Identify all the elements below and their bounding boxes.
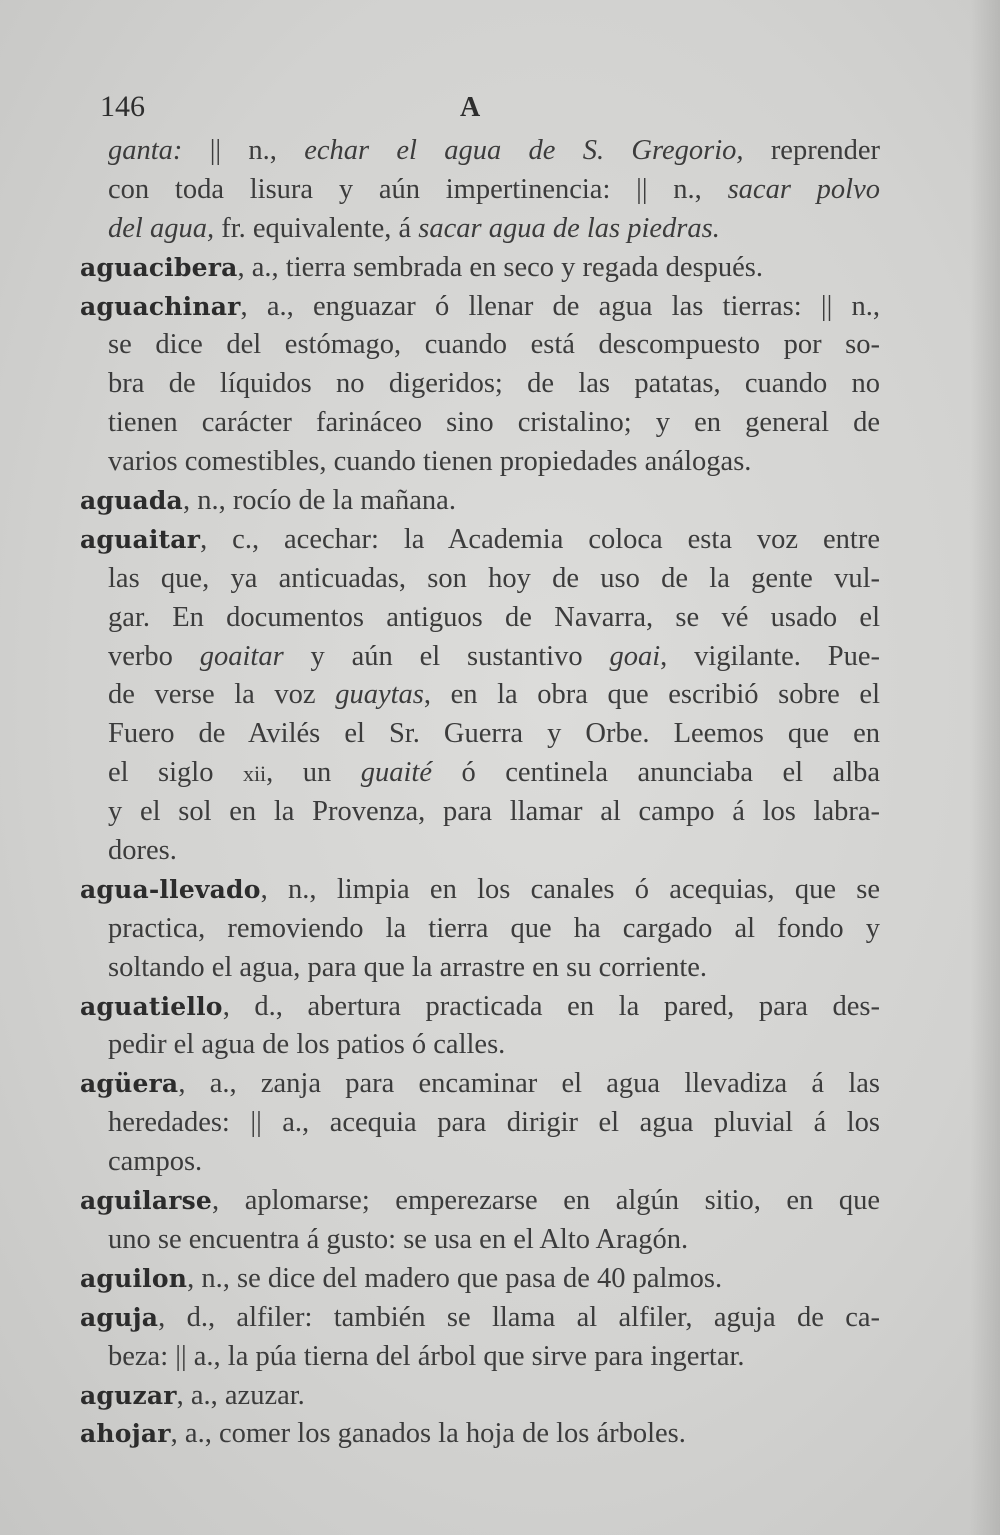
text-segment: y aún el sustantivo [283, 640, 610, 672]
entry-line-headword [80, 871, 880, 910]
entry-line [80, 171, 880, 210]
entry-line [80, 949, 880, 988]
entry-line [80, 560, 880, 599]
entry-line-headword [80, 288, 880, 327]
text-segment: gar. En documentos antiguos de Navarra, se vé usado el [108, 601, 880, 633]
entry-line [80, 1338, 880, 1377]
entry-line [80, 365, 880, 404]
text-segment: las que, ya anticuadas, son hoy de uso de la gente vul- [108, 562, 880, 594]
text-segment: , a., enguazar ó llenar de agua las tierras: || n., [240, 290, 880, 322]
text-segment: , n., rocío de la mañana. [182, 485, 456, 517]
italic-text: goaitar [199, 640, 284, 672]
text-segment: , d., abertura practicada en la pared, para des- [222, 990, 880, 1022]
entry-line [80, 443, 880, 482]
text-segment: || n., [182, 135, 305, 166]
entry-line [80, 1026, 880, 1065]
entry-line-headword [80, 1065, 880, 1104]
text-segment: bra de líquidos no digeridos; de las patatas, cuando no [108, 368, 880, 400]
text-segment: , vigilante. Pue- [660, 640, 881, 672]
text-segment: de verse la voz [108, 679, 336, 711]
entry-line [80, 676, 880, 715]
entries-text [80, 132, 880, 1454]
headword: aguilon [80, 1263, 188, 1293]
entry-line [80, 1221, 880, 1260]
headword: aguachinar [80, 291, 241, 321]
text-segment: heredades: || a., acequia para dirigir el agua pluvial á los [108, 1107, 880, 1139]
text-segment: fr. equivalente, á [214, 212, 419, 244]
headword: aguilarse [80, 1186, 213, 1216]
text-segment: beza: || a., la púa tierna del árbol que sirve para ingertar. [108, 1340, 745, 1372]
entry-line-headword [80, 482, 880, 521]
italic-text: goai [609, 640, 661, 672]
text-segment: , n., limpia en los canales ó acequias, que se [260, 873, 880, 905]
headword: agüera [80, 1069, 179, 1099]
text-segment: , a., zanja para encaminar el agua llevadiza á las [178, 1068, 880, 1100]
text-segment: campos. [108, 1146, 203, 1178]
entry-line [80, 1104, 880, 1143]
text-segment: , d., alfiler: también se llama al alfiler, aguja de ca- [158, 1301, 880, 1333]
entry-line-headword [80, 1377, 880, 1416]
italic-text: del agua, [108, 212, 215, 244]
text-segment: , a., tierra sembrada en seco y regada después. [237, 251, 763, 283]
entry-line [80, 715, 880, 754]
italic-text: ganta: [108, 135, 183, 166]
entry-line [80, 404, 880, 443]
italic-text: sacar polvo [727, 173, 880, 205]
text-segment: uno se encuentra á gusto: se usa en el Alto Aragón. [108, 1223, 689, 1255]
text-segment: pedir el agua de los patios ó calles. [108, 1029, 506, 1061]
text-segment: verbo [108, 640, 200, 672]
text-segment: soltando el agua, para que la arrastre en su corriente. [108, 951, 708, 983]
entry-line [80, 599, 880, 638]
text-segment: , aplomarse; emperezarse en algún sitio, en que [212, 1185, 880, 1217]
italic-text: sacar agua de las piedras. [418, 212, 720, 244]
headword: agua-llevado [80, 874, 261, 904]
text-segment: , c., acechar: la Academia coloca esta voz entre [200, 523, 880, 555]
entry-line [80, 132, 880, 171]
entry-line-headword [80, 521, 880, 560]
text-segment: y el sol en la Provenza, para llamar al campo á los labra- [108, 796, 880, 828]
text-segment: tienen carácter farináceo sino cristalino; y en general de [108, 407, 880, 439]
italic-text: guaytas [335, 679, 424, 711]
entry-line [80, 754, 880, 793]
text-segment: xii [242, 761, 267, 787]
headword: aguatiello [80, 991, 223, 1021]
text-segment: se dice del estómago, cuando está descompuesto por so- [108, 329, 880, 361]
headword: aguada [80, 486, 183, 516]
entry-line-headword [80, 1260, 880, 1299]
headword: aguaitar [80, 524, 201, 554]
entry-line-headword [80, 988, 880, 1027]
text-segment: Fuero de Avilés el Sr. Guerra y Orbe. Leemos que en [108, 718, 880, 750]
entry-line [80, 210, 880, 249]
text-segment: practica, removiendo la tierra que ha cargado al fondo y [108, 912, 880, 944]
headword: aguzar [80, 1380, 177, 1410]
headword: aguacibera [80, 252, 238, 282]
entry-line [80, 638, 880, 677]
entry-line [80, 910, 880, 949]
text-segment: ó centinela anunciaba el alba [432, 757, 881, 789]
text-segment: reprender [743, 135, 880, 166]
text-segment: , n., se dice del madero que pasa de 40 palmos. [187, 1262, 723, 1294]
entry-line-headword [80, 1415, 880, 1454]
text-segment: con toda lisura y aún impertinencia: || n., [108, 173, 728, 205]
entry-line [80, 832, 880, 871]
entry-line-headword [80, 1299, 880, 1338]
text-segment: el siglo [108, 757, 243, 789]
text-segment: varios comestibles, cuando tienen propiedades análogas. [108, 446, 752, 478]
headword: ahojar [80, 1419, 171, 1449]
entry-line [80, 793, 880, 832]
entry-line-headword [80, 1182, 880, 1221]
text-segment: , un [266, 757, 361, 789]
text-segment: , a., azuzar. [176, 1379, 305, 1411]
entry-line [80, 326, 880, 365]
italic-text: guaité [360, 757, 432, 789]
section-letter: A [460, 92, 481, 123]
page-number: 146 [100, 90, 145, 123]
page-edge-shadow [970, 0, 1000, 1535]
italic-text: echar el agua de S. Gregorio, [304, 135, 744, 166]
entry-line-headword [80, 249, 880, 288]
text-segment: , en la obra que escribió sobre el [423, 679, 881, 711]
entry-line [80, 1143, 880, 1182]
headword: aguja [80, 1302, 159, 1332]
page-header [100, 90, 880, 130]
text-segment: dores. [108, 835, 177, 867]
text-segment: , a., comer los ganados la hoja de los árboles. [170, 1418, 686, 1450]
